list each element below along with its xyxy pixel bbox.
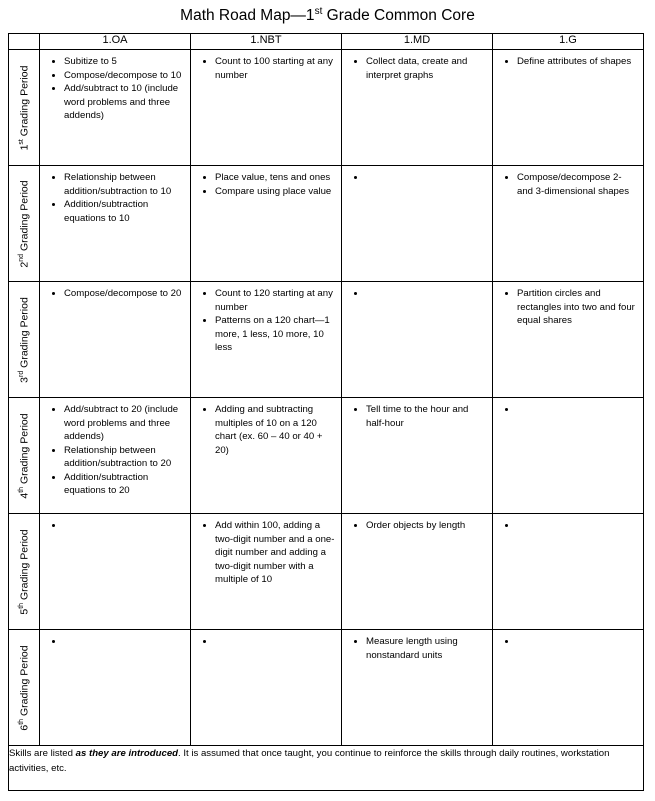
period-ordinal-suffix: rd xyxy=(17,370,25,377)
skill-list xyxy=(191,55,337,82)
skill-item xyxy=(517,519,639,533)
skill-item: • Count to 100 starting at any number xyxy=(215,55,337,82)
skill-list xyxy=(40,519,186,533)
skill-cell-g xyxy=(493,514,644,630)
skill-list xyxy=(40,171,186,225)
skill-item: • Compose/decompose to 10 xyxy=(64,69,186,83)
skill-item: • Patterns on a 120 chart—1 more, 1 less, 10 more, 10 less xyxy=(215,314,337,355)
skill-cell-g xyxy=(493,282,644,398)
skill-list xyxy=(342,403,488,430)
skill-item: • Partition circles and rectangles into two and four equal shares xyxy=(517,287,639,328)
period-ordinal-suffix: th xyxy=(17,602,25,609)
table-row xyxy=(9,282,644,398)
skill-cell-oa xyxy=(40,282,191,398)
title-main: Math Road Map—1 xyxy=(180,7,315,25)
skill-cell-md xyxy=(342,166,493,282)
skill-item: • Compose/decompose to 20 xyxy=(64,287,186,301)
skill-list xyxy=(342,55,488,82)
skill-item xyxy=(215,635,337,649)
table-row xyxy=(9,630,644,746)
grading-period-text xyxy=(18,529,31,614)
table-row xyxy=(9,398,644,514)
period-label-text: Grading Period xyxy=(18,644,31,719)
grading-period-text xyxy=(18,645,31,730)
skill-list xyxy=(342,519,488,533)
skill-item: • Add/subtract to 10 (include word problems and three addends) xyxy=(64,82,186,123)
period-label-text: Grading Period xyxy=(18,412,31,487)
period-label-text: Grading Period xyxy=(18,528,31,603)
skill-list xyxy=(342,287,488,301)
skill-item xyxy=(366,171,488,185)
skill-item xyxy=(517,403,639,417)
footer-row xyxy=(9,746,644,791)
table-row xyxy=(9,166,644,282)
skill-list xyxy=(342,171,488,185)
skill-list xyxy=(191,635,337,649)
skill-list xyxy=(40,403,186,498)
skill-item: • Addition/subtraction equations to 20 xyxy=(64,471,186,498)
period-number: 1 xyxy=(18,144,31,150)
skill-list xyxy=(40,287,186,301)
skill-list xyxy=(191,519,337,587)
skill-list xyxy=(40,635,186,649)
skill-list xyxy=(191,171,337,198)
grading-period-text xyxy=(18,297,31,383)
skill-cell-nbt xyxy=(191,630,342,746)
period-number: 5 xyxy=(18,608,31,615)
column-header-nbt: 1.NBT xyxy=(191,34,342,50)
title-superscript: st xyxy=(314,6,323,17)
skill-item xyxy=(64,635,186,649)
skill-list xyxy=(493,403,639,417)
period-label-text: Grading Period xyxy=(18,296,31,371)
skill-item xyxy=(64,519,186,533)
skill-cell-md xyxy=(342,514,493,630)
skill-item: • Place value, tens and ones xyxy=(215,171,337,185)
skill-cell-g xyxy=(493,50,644,166)
skill-list xyxy=(191,287,337,355)
skill-cell-oa xyxy=(40,630,191,746)
skill-cell-md xyxy=(342,398,493,514)
skill-cell-nbt xyxy=(191,282,342,398)
skill-item: • Add/subtract to 20 (include word problems and three addends) xyxy=(64,403,186,444)
skill-cell-oa xyxy=(40,50,191,166)
skill-item: • Add within 100, adding a two-digit number and a one-digit number and adding a two-digit number with a multiple of 10 xyxy=(215,519,337,587)
skill-item: • Adding and subtracting multiples of 10 on a 120 chart (ex. 60 – 40 or 40 + 20) xyxy=(215,403,337,457)
grading-period-label xyxy=(9,50,40,166)
skill-list xyxy=(493,171,639,198)
skill-cell-nbt xyxy=(191,514,342,630)
column-header-md: 1.MD xyxy=(342,34,493,50)
column-header-oa: 1.OA xyxy=(40,34,191,50)
period-ordinal-suffix: th xyxy=(17,718,25,725)
skill-list xyxy=(191,403,337,457)
period-ordinal-suffix: th xyxy=(17,486,25,493)
skill-item xyxy=(366,287,488,301)
skill-cell-g xyxy=(493,398,644,514)
skill-item: • Measure length using nonstandard units xyxy=(366,635,488,662)
grading-period-text xyxy=(18,413,31,498)
skill-cell-md xyxy=(342,50,493,166)
grading-period-text xyxy=(18,65,31,150)
corner-cell xyxy=(9,34,40,50)
footer-text-before: Skills are listed xyxy=(9,748,76,759)
page-title xyxy=(0,6,655,25)
grading-period-label xyxy=(9,398,40,514)
footer-text-after: . It is assumed that once taught, you continue to reinforce the skills through daily routines, workstation activities, etc. xyxy=(9,748,610,774)
skill-list xyxy=(493,519,639,533)
skill-cell-oa xyxy=(40,398,191,514)
skill-list xyxy=(342,635,488,662)
column-header-g: 1.G xyxy=(493,34,644,50)
grading-period-label xyxy=(9,514,40,630)
skill-cell-md xyxy=(342,282,493,398)
grading-period-label xyxy=(9,630,40,746)
skill-cell-nbt xyxy=(191,398,342,514)
skill-list xyxy=(493,287,639,328)
skill-item: • Count to 120 starting at any number xyxy=(215,287,337,314)
period-label-text: Grading Period xyxy=(18,179,31,254)
skill-item: • Collect data, create and interpret graphs xyxy=(366,55,488,82)
skill-item: • Order objects by length xyxy=(366,519,488,533)
grading-period-label xyxy=(9,282,40,398)
period-number: 6 xyxy=(18,724,31,731)
grading-period-text xyxy=(18,180,31,267)
title-rest: Grade Common Core xyxy=(322,7,475,25)
table-body xyxy=(9,50,644,746)
footer-emphasis: as they are introduced xyxy=(75,748,179,759)
period-number: 4 xyxy=(18,492,31,499)
skill-item: • Compose/decompose 2- and 3-dimensional shapes xyxy=(517,171,639,198)
skill-list xyxy=(493,55,639,69)
skill-item: • Subitize to 5 xyxy=(64,55,186,69)
period-ordinal-suffix: st xyxy=(17,138,25,145)
skill-cell-g xyxy=(493,630,644,746)
footer-note xyxy=(9,746,644,791)
skill-item: • Relationship between addition/subtraction to 20 xyxy=(64,444,186,471)
skill-item: • Tell time to the hour and half-hour xyxy=(366,403,488,430)
skill-item: • Addition/subtraction equations to 10 xyxy=(64,198,186,225)
skill-cell-nbt xyxy=(191,50,342,166)
period-ordinal-suffix: nd xyxy=(17,253,25,262)
skill-item xyxy=(517,635,639,649)
table-row xyxy=(9,50,644,166)
skill-cell-g xyxy=(493,166,644,282)
period-number: 3 xyxy=(18,376,31,383)
grading-period-label xyxy=(9,166,40,282)
skill-cell-oa xyxy=(40,166,191,282)
skill-list xyxy=(40,55,186,123)
skill-item: • Relationship between addition/subtraction to 10 xyxy=(64,171,186,198)
header-row xyxy=(9,34,644,50)
skill-item: • Compare using place value xyxy=(215,185,337,199)
period-label-text: Grading Period xyxy=(18,65,31,139)
road-map-table xyxy=(8,33,644,791)
table-row xyxy=(9,514,644,630)
skill-item: • Define attributes of shapes xyxy=(517,55,639,69)
period-number: 2 xyxy=(18,261,31,268)
skill-cell-oa xyxy=(40,514,191,630)
skill-cell-md xyxy=(342,630,493,746)
skill-cell-nbt xyxy=(191,166,342,282)
skill-list xyxy=(493,635,639,649)
